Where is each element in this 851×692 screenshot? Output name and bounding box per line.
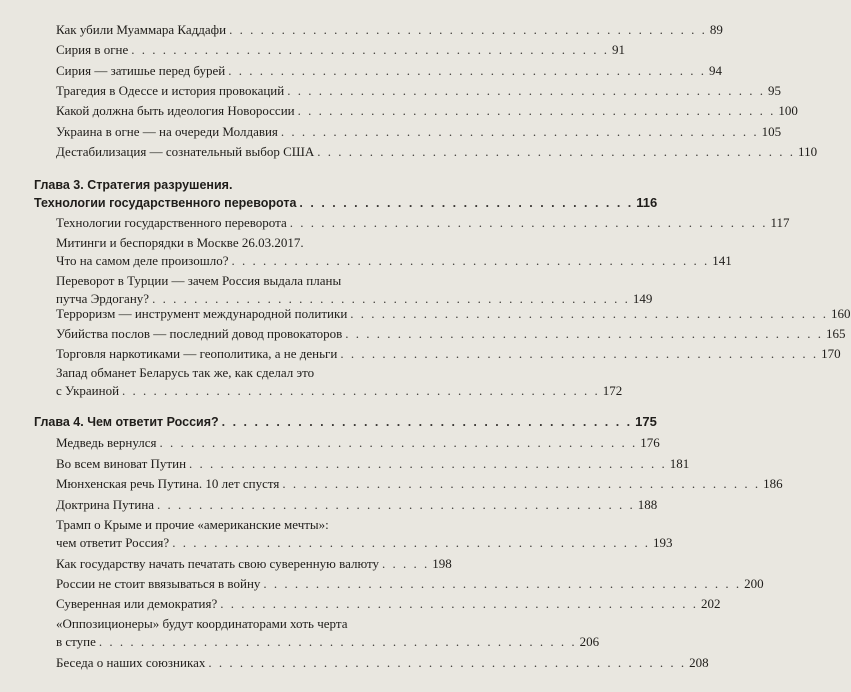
toc-entry-page: 176 bbox=[640, 435, 660, 450]
toc-entry-title: Сирия в огне bbox=[56, 42, 129, 57]
toc-entry-title: Суверенная или демократия? bbox=[56, 596, 218, 611]
toc-entry-title-line1: Трамп о Крыме и прочие «американские мечты»: bbox=[56, 517, 329, 532]
toc-entry: Мюнхенская речь Путина. 10 лет спустя . . . . . . . . . . . . . . . . . . . . . . . . . . . . . . . . . . . . . . . . . . . . . . 186 bbox=[56, 476, 783, 491]
toc-entry-page: 117 bbox=[770, 215, 790, 230]
toc-entry: Трамп о Крыме и прочие «американские мечты»: чем ответит Россия? . . . . . . . . . . . . . . . . . . . . . . . . . . . . . . . . . . . . . . . . . . . . . . 193 bbox=[56, 517, 673, 550]
toc-entry: «Оппозиционеры» будут координаторами хоть черта в ступе . . . . . . . . . . . . . . . . . . . . . . . . . . . . . . . . . . . . . . . . . . . . . . 206 bbox=[56, 616, 600, 649]
chapter-4-heading: Глава 4. Чем ответит Россия? . . . . . . . . . . . . . . . . . . . . . . . . . . . . . . . . . . . . . . 175 bbox=[34, 414, 657, 429]
toc-entry-title: в ступе bbox=[56, 634, 96, 649]
chapter-title: Глава 4. Чем ответит Россия? bbox=[34, 415, 219, 429]
toc-entry-title: с Украиной bbox=[56, 383, 120, 398]
toc-entry: Украина в огне — на очереди Молдавия . . . . . . . . . . . . . . . . . . . . . . . . . . . . . . . . . . . . . . . . . . . . . . 105 bbox=[56, 124, 782, 139]
toc-entry-page: 172 bbox=[602, 383, 623, 398]
toc-entry-page: 200 bbox=[744, 576, 764, 591]
toc-entry-page: 110 bbox=[798, 144, 818, 159]
toc-entry: Трагедия в Одессе и история провокаций . . . . . . . . . . . . . . . . . . . . . . . . . . . . . . . . . . . . . . . . . . . . . . 95 bbox=[56, 83, 781, 98]
toc-entry: Технологии государственного переворота . . . . . . . . . . . . . . . . . . . . . . . . . . . . . . . . . . . . . . . . . . . . . . 117 bbox=[56, 215, 790, 230]
toc-entry-title: Медведь вернулся bbox=[56, 435, 157, 450]
toc-entry-title: Как государству начать печатать свою суверенную валюту bbox=[56, 556, 380, 571]
toc-entry: Суверенная или демократия? . . . . . . . . . . . . . . . . . . . . . . . . . . . . . . . . . . . . . . . . . . . . . . 202 bbox=[56, 596, 721, 611]
toc-entry-title: Терроризм — инструмент международной политики bbox=[56, 306, 348, 321]
toc-entry-title: Украина в огне — на очереди Молдавия bbox=[56, 124, 278, 139]
chapter-3-heading: Глава 3. Стратегия разрушения. Технологии государственного переворота . . . . . . . . . . . . . . . . . . . . . . . . . . . . . . . 116 bbox=[34, 178, 658, 210]
toc-entry-page: 105 bbox=[761, 124, 782, 139]
toc-entry-title-line1: «Оппозиционеры» будут координаторами хоть черта bbox=[56, 616, 348, 631]
toc-entry-page: 89 bbox=[709, 22, 723, 37]
toc-entry-page: 95 bbox=[767, 83, 781, 98]
chapter-page: 116 bbox=[636, 195, 658, 210]
toc-entry-page: 165 bbox=[826, 326, 846, 341]
toc-entry: Сирия в огне . . . . . . . . . . . . . . . . . . . . . . . . . . . . . . . . . . . . . . . . . . . . . . 91 bbox=[56, 42, 626, 57]
toc-entry: Доктрина Путина . . . . . . . . . . . . . . . . . . . . . . . . . . . . . . . . . . . . . . . . . . . . . . 188 bbox=[56, 497, 658, 512]
toc-entry: Торговля наркотиками — геополитика, а не деньги . . . . . . . . . . . . . . . . . . . . . . . . . . . . . . . . . . . . . . . . . . . . . . 170 bbox=[56, 346, 841, 361]
toc-entry-page: 181 bbox=[669, 456, 690, 471]
toc-entry: Терроризм — инструмент международной политики . . . . . . . . . . . . . . . . . . . . . . . . . . . . . . . . . . . . . . . . . . . . . . 160 bbox=[56, 306, 851, 321]
toc-entry-title: Дестабилизация — сознательный выбор США bbox=[56, 144, 315, 159]
toc-entry-title: Технологии государственного переворота bbox=[56, 215, 287, 230]
toc-entry: России не стоит ввязываться в войну . . . . . . . . . . . . . . . . . . . . . . . . . . . . . . . . . . . . . . . . . . . . . . 200 bbox=[56, 576, 764, 591]
toc-entry: Сирия — затишье перед бурей . . . . . . . . . . . . . . . . . . . . . . . . . . . . . . . . . . . . . . . . . . . . . . 94 bbox=[56, 63, 723, 78]
toc-entry-page: 193 bbox=[652, 535, 673, 550]
toc-entry-page: 188 bbox=[637, 497, 658, 512]
toc-entry-title-line1: Запад обманет Беларусь так же, как сделал это bbox=[56, 365, 315, 380]
toc-entry-title: России не стоит ввязываться в войну bbox=[56, 576, 261, 591]
toc-entry-page: 149 bbox=[632, 291, 653, 306]
toc-entry-title: Какой должна быть идеология Новороссии bbox=[56, 103, 295, 118]
toc-entry-title: Доктрина Путина bbox=[56, 497, 155, 512]
toc-entry-page: 198 bbox=[432, 556, 452, 571]
toc-entry-page: 202 bbox=[701, 596, 721, 611]
toc-entry: Как убили Муаммара Каддафи . . . . . . . . . . . . . . . . . . . . . . . . . . . . . . . . . . . . . . . . . . . . . . 89 bbox=[56, 22, 723, 37]
chapter-subtitle: Технологии государственного переворота bbox=[34, 196, 297, 210]
toc-entry: Какой должна быть идеология Новороссии . . . . . . . . . . . . . . . . . . . . . . . . . . . . . . . . . . . . . . . . . . . . . . 100 bbox=[56, 103, 798, 118]
chapter-title: Глава 3. Стратегия разрушения. bbox=[34, 178, 233, 192]
toc-entry-title: Беседа о наших союзниках bbox=[56, 655, 206, 670]
toc-entry-title: чем ответит Россия? bbox=[56, 535, 170, 550]
toc-entry-page: 170 bbox=[821, 346, 841, 361]
chapter-page: 175 bbox=[635, 414, 657, 429]
toc-entry-title: Торговля наркотиками — геополитика, а не деньги bbox=[56, 346, 338, 361]
toc-entry: Медведь вернулся . . . . . . . . . . . . . . . . . . . . . . . . . . . . . . . . . . . . . . . . . . . . . . 176 bbox=[56, 435, 660, 450]
toc-entry-page: 186 bbox=[763, 476, 783, 491]
toc-entry-title: Убийства послов — последний довод провокаторов bbox=[56, 326, 343, 341]
toc-entry-page: 141 bbox=[712, 253, 732, 268]
toc-entry-page: 160 bbox=[831, 306, 851, 321]
toc-entry-title: Во всем виноват Путин bbox=[56, 456, 187, 471]
toc-entry: Дестабилизация — сознательный выбор США . . . . . . . . . . . . . . . . . . . . . . . . . . . . . . . . . . . . . . . . . . . . . . 110 bbox=[56, 144, 818, 159]
toc-entry-title: Мюнхенская речь Путина. 10 лет спустя bbox=[56, 476, 280, 491]
toc-entry-title: Сирия — затишье перед бурей bbox=[56, 63, 226, 78]
toc-entry: Беседа о наших союзниках . . . . . . . . . . . . . . . . . . . . . . . . . . . . . . . . . . . . . . . . . . . . . . 208 bbox=[56, 655, 709, 670]
toc-entry: Во всем виноват Путин . . . . . . . . . . . . . . . . . . . . . . . . . . . . . . . . . . . . . . . . . . . . . . 181 bbox=[56, 456, 690, 471]
toc-entry: Митинги и беспорядки в Москве 26.03.2017. Что на самом деле произошло? . . . . . . . . . . . . . . . . . . . . . . . . . . . . . . . . . . . . . . . . . . . . . . 141 bbox=[56, 235, 732, 268]
toc-entry-page: 91 bbox=[612, 42, 626, 57]
toc-entry-title: Трагедия в Одессе и история провокаций bbox=[56, 83, 285, 98]
toc-entry-page: 100 bbox=[778, 103, 798, 118]
toc-entry-title: Что на самом деле произошло? bbox=[56, 253, 229, 268]
toc-entry-title: Как убили Муаммара Каддафи bbox=[56, 22, 227, 37]
toc-entry-page: 208 bbox=[689, 655, 709, 670]
toc-entry-page: 206 bbox=[579, 634, 600, 649]
toc-entry: Переворот в Турции — зачем Россия выдала планы путча Эрдогану? . . . . . . . . . . . . . . . . . . . . . . . . . . . . . . . . . . . . . . . . . . . . . . 149 bbox=[56, 273, 653, 306]
toc-entry: Запад обманет Беларусь так же, как сделал это с Украиной . . . . . . . . . . . . . . . . . . . . . . . . . . . . . . . . . . . . . . . . . . . . . . 172 bbox=[56, 365, 623, 398]
toc-entry-title: путча Эрдогану? bbox=[56, 291, 150, 306]
toc-entry-title-line1: Переворот в Турции — зачем Россия выдала планы bbox=[56, 273, 342, 288]
toc-entry-title-line1: Митинги и беспорядки в Москве 26.03.2017. bbox=[56, 235, 304, 250]
toc-entry-page: 94 bbox=[709, 63, 723, 78]
toc-entry: Убийства послов — последний довод провокаторов . . . . . . . . . . . . . . . . . . . . . . . . . . . . . . . . . . . . . . . . . . . . . . 165 bbox=[56, 326, 846, 341]
toc-entry: Как государству начать печатать свою суверенную валюту . . . . . 198 bbox=[56, 556, 452, 571]
